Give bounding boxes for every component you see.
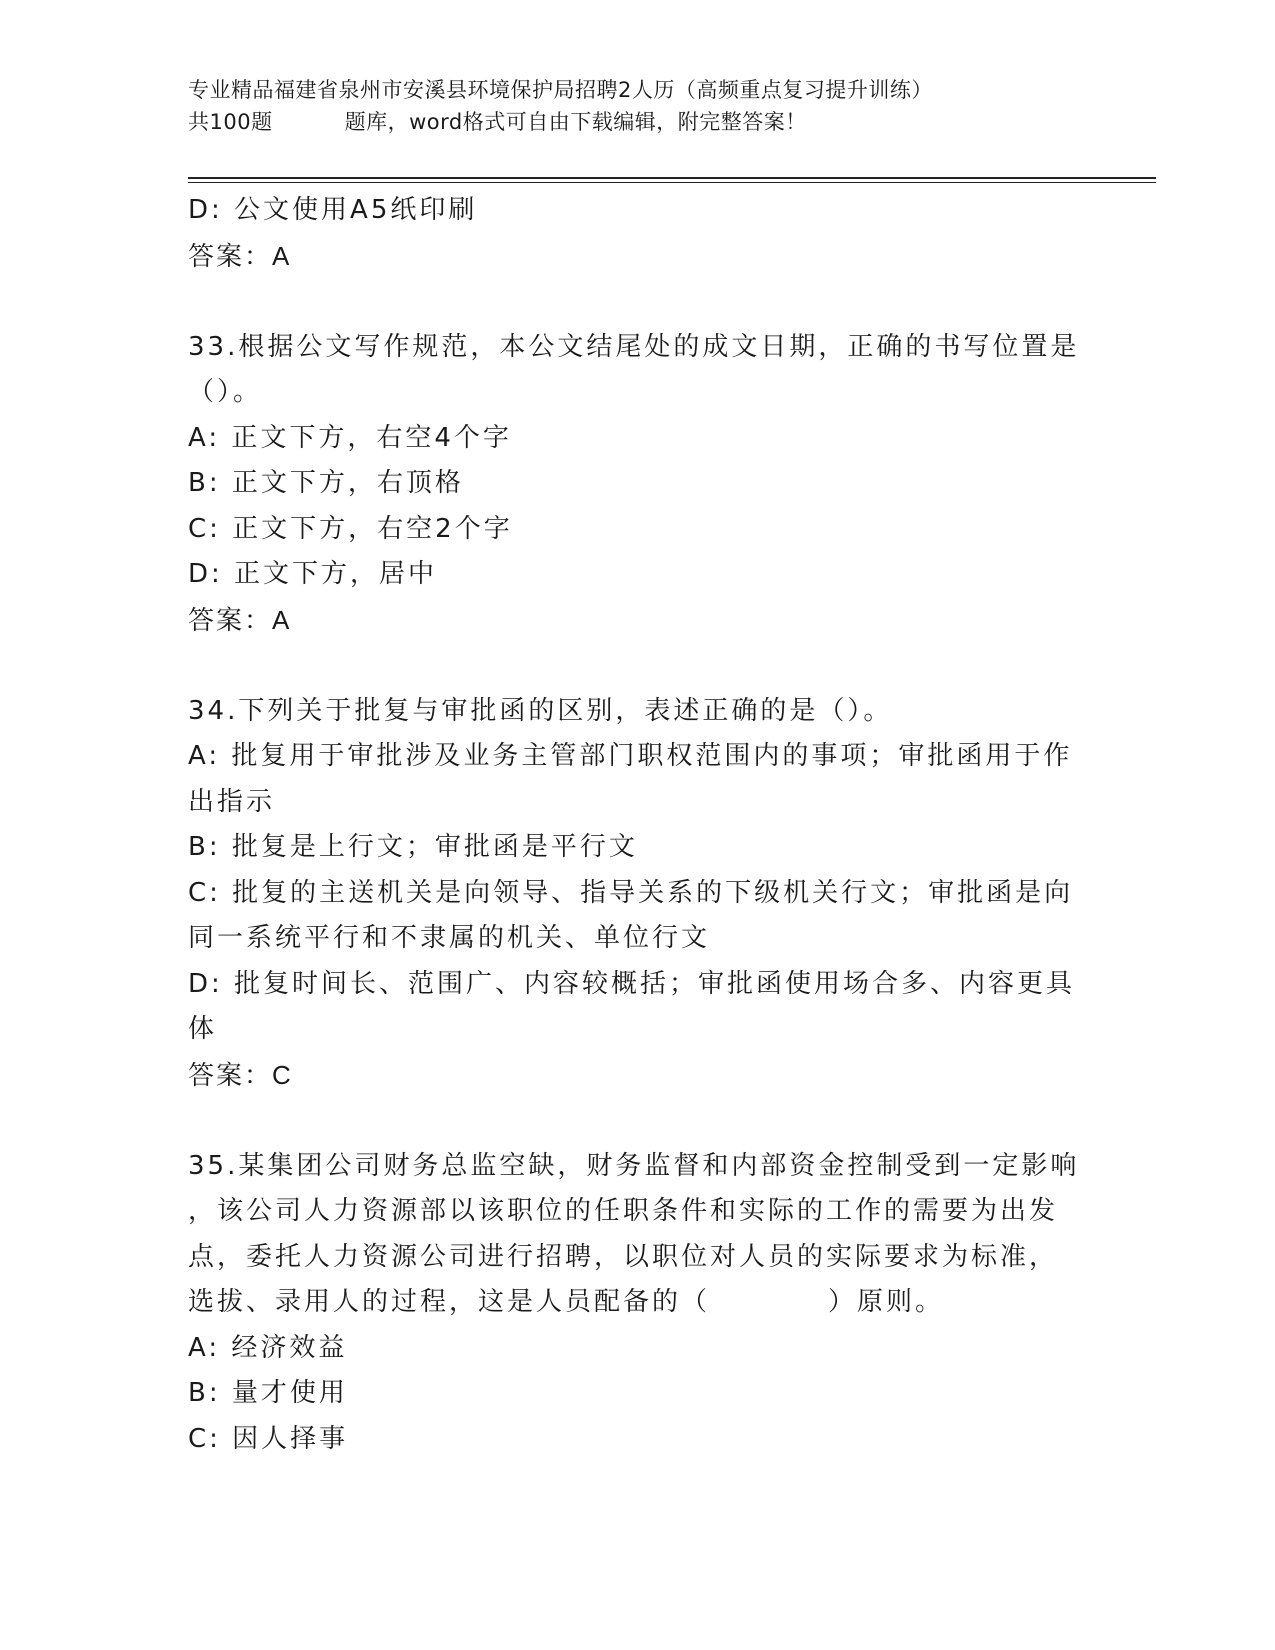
header-description: 题库，word格式可自由下载编辑，附完整答案！ <box>344 110 807 134</box>
question-34-stem: 34.下列关于批复与审批函的区别，表述正确的是（）。 <box>188 695 893 726</box>
question-33-stem: 33.根据公文写作规范，本公文结尾处的成文日期，正确的书写位置是 <box>188 331 1080 362</box>
question-33-stem-cont: （）。 <box>188 377 263 407</box>
question-35-stem-cont-3 <box>188 1280 1088 1326</box>
question-33-option-c: C: 正文下方，右空2个字 <box>188 513 513 544</box>
question-34-option-d: D: 批复时间长、范围广、内容较概括；审批函使用场合多、内容更具 <box>188 968 1076 999</box>
question-35-option-b: B: 量才使用 <box>188 1378 348 1408</box>
header-question-count: 共100题 <box>188 110 273 134</box>
question-34-option-c: C: 批复的主送机关是向领导、指导关系的下级机关行文；审批函是向 <box>188 877 1074 908</box>
question-34-option-c-cont: 同一系统平行和不隶属的机关、单位行文 <box>188 923 711 953</box>
prev-question-answer: 答案：A <box>188 240 292 271</box>
header-divider-thick <box>188 177 1156 179</box>
header-title-line: 专业精品福建省泉州市安溪县环境保护局招聘2人历（高频重点复习提升训练） <box>188 78 933 102</box>
header-subtitle-line <box>188 106 1068 138</box>
question-33-option-a: A: 正文下方，右空4个字 <box>188 422 512 453</box>
question-34-option-d-cont: 体 <box>188 1014 218 1044</box>
question-35-stem-cont-1: ，该公司人力资源部以该职位的任职条件和实际的工作的需要为出发 <box>188 1196 1059 1226</box>
question-34-option-a-cont: 出指示 <box>188 786 276 817</box>
question-34-answer: 答案：C <box>188 1059 293 1090</box>
question-34-option-b: B: 批复是上行文；审批函是平行文 <box>188 832 638 862</box>
question-35-stem-before-blank: 选拔、录用人的过程，这是人员配备的（ <box>188 1287 711 1317</box>
question-35-stem-after-blank: ）原则。 <box>828 1287 945 1317</box>
document-body <box>188 188 1088 1462</box>
question-35-option-a: A: 经济效益 <box>188 1332 348 1363</box>
question-34-option-a: A: 批复用于审批涉及业务主管部门职权范围内的事项；审批函用于作 <box>188 741 1073 771</box>
question-33-option-b: B: 正文下方，右顶格 <box>188 468 464 498</box>
prev-question-option-d: D: 公文使用A5纸印刷 <box>188 195 478 225</box>
question-33-option-d: D: 正文下方，居中 <box>188 559 438 589</box>
question-35-option-c: C: 因人择事 <box>188 1423 349 1454</box>
question-35-stem-cont-2: 点，委托人力资源公司进行招聘，以职位对人员的实际要求为标准， <box>188 1241 1059 1272</box>
question-33-answer: 答案：A <box>188 604 292 635</box>
document-header <box>188 74 1068 138</box>
header-divider-thin <box>188 182 1156 183</box>
question-35-stem: 35.某集团公司财务总监空缺，财务监督和内部资金控制受到一定影响 <box>188 1150 1080 1181</box>
